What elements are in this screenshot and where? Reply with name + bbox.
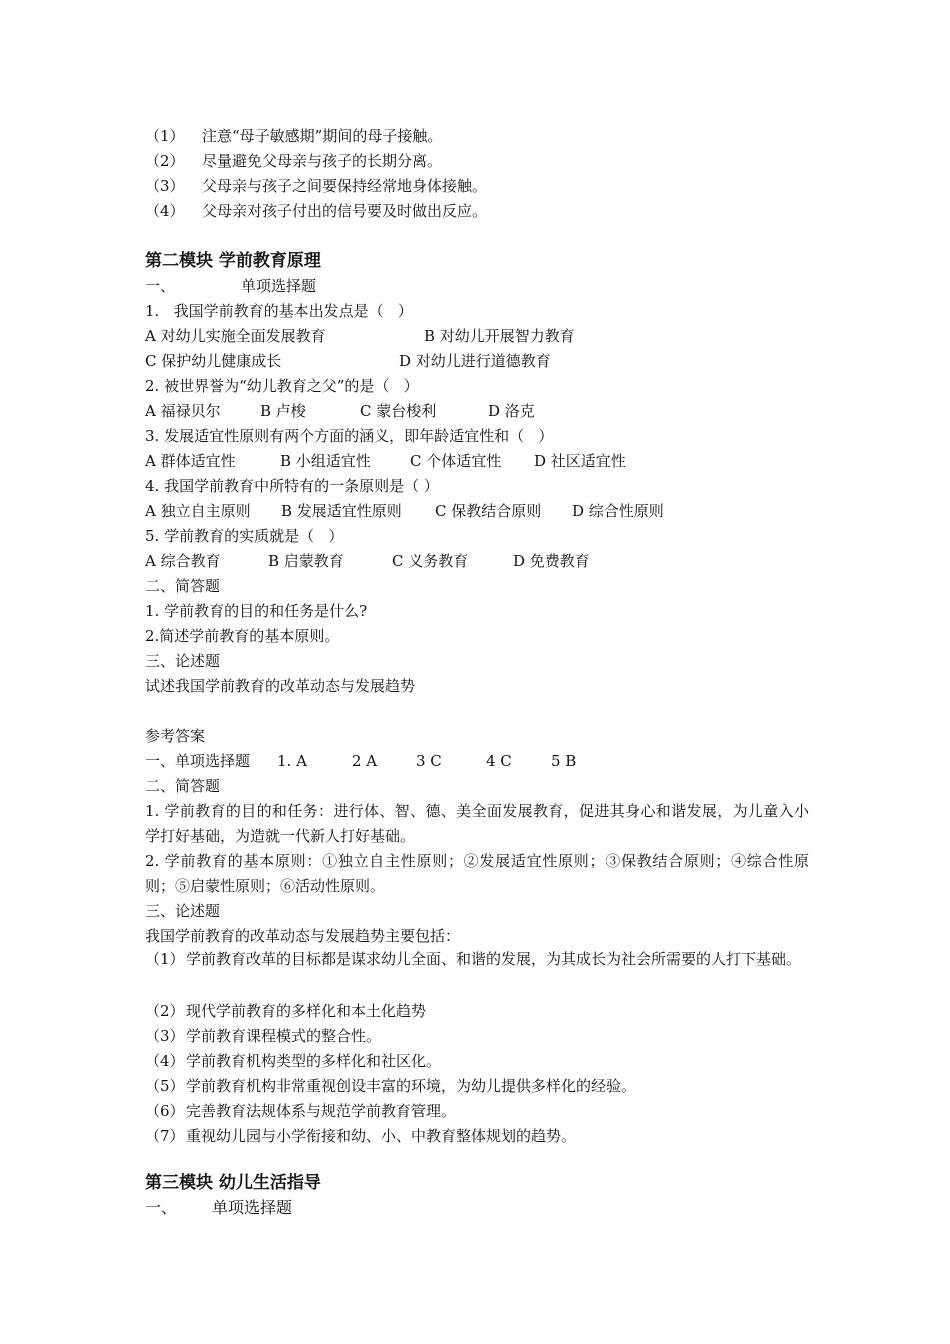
short-answer: 2. 学前教育的基本原则：①独立自主性原则；②发展适宜性原则；③保教结合原则；④综合性原则；⑤启蒙性原则；⑥活动性原则。 xyxy=(145,852,809,895)
question-4: 4. 我国学前教育中所特有的一条原则是（ ） xyxy=(145,477,439,495)
question-2: 2. 被世界誉为“幼儿教育之父”的是（ ） xyxy=(145,377,419,395)
question-5: 5. 学前教育的实质就是（ ） xyxy=(145,527,344,545)
short-question: 2.简述学前教育的基本原则。 xyxy=(145,627,340,645)
section-heading: 三、论述题 xyxy=(145,652,221,670)
module2-heading: 第二模块 学前教育原理 xyxy=(145,251,321,271)
module3-heading: 第三模块 幼儿生活指导 xyxy=(145,1173,321,1193)
essay-question: 试述我国学前教育的改革动态与发展趋势 xyxy=(145,677,416,695)
essay-item: （1） 学前教育改革的目标都是谋求幼儿全面、和谐的发展，为其成长为社会所需要的人打下基础。 xyxy=(145,950,802,968)
answers-title: 参考答案 xyxy=(145,727,206,745)
question-3: 3. 发展适宜性原则有两个方面的涵义，即年龄适宜性和（ ） xyxy=(145,427,554,445)
short-answer: 1. 学前教育的目的和任务：进行体、智、德、美全面发展教育，促进其身心和谐发展，为儿童入小学打好基础，为造就一代新人打好基础。 xyxy=(145,802,809,845)
section-heading: 二、简答题 xyxy=(145,777,221,795)
section-heading: 三、论述题 xyxy=(145,902,221,920)
section-heading: 二、简答题 xyxy=(145,577,221,595)
essay-intro: 我国学前教育的改革动态与发展趋势主要包括： xyxy=(145,927,461,945)
short-question: 1. 学前教育的目的和任务是什么? xyxy=(145,602,368,620)
question-1: 1. 我国学前教育的基本出发点是（ ） xyxy=(145,302,413,320)
document-page: （1） 注意“母子敏感期”期间的母子接触。 （2） 尽量避免父母亲与孩子的长期分离。 （3） 父母亲与孩子之间要保持经常地身体接触。 （4） 父母亲对孩子付出的信号要及时做出反应。 第二模块 学前教育原理 一、 单项选择题 1. 我国学前教育的基本出发点是（ ） A 对幼儿实施全面发展教育 B 对幼儿开展智力教育 C 保护幼儿健康成长 D 对幼儿进行道德教育 2. 被世界誉为“幼儿教育之父”的是（ ） A 福禄贝尔 B 卢梭 C 蒙台梭利 D 洛克 3. 发展适宜性原则有两个方面的涵义，即年龄适宜性和（ ） A 群体适宜性 B 小组适宜性 C 个体适宜性 D 社区适宜性 4. 我国学前教育中所特有的一条原则是（ ） A 独立自主原则 B 发展适宜性原则 C 保教结合原则 D 综合性原则 5. 学前教育的实质就是（ ） A 综合教育 B 启蒙教育 C 义务教育 D 免费教育 二、简答题 1. 学前教育的目的和任务是什么? 2.简述学前教育的基本原则。 三、论述题 试述我国学前教育的改革动态与发展趋势 参考答案 一、单项选择题 1. A 2 A 3 C 4 C 5 B 二、简答题 1. 学前教育的目的和任务：进行体、智、德、美全面发展教育，促进其身心和谐发展，为儿童入小学打好基础，为造就一代新人打好基础。 2. 学前教育的基本原则：①独立自主性原则；②发展适宜性原则；③保教结合原则；④综合性原则；⑤启蒙性原则；⑥活动性原则。 三、论述题 我国学前教育的改革动态与发展趋势主要包括： （1） 学前教育改革的目标都是谋求幼儿全面、和谐的发展，为其成长为社会所需要的人打下基础。 （2） 现代学前教育的多样化和本土化趋势 （3） 学前教育课程模式的整合性。 （4） 学前教育机构类型的多样化和社区化。 （5） 学前教育机构非常重视创设丰富的环境，为幼儿提供多样化的经验。 （6） 完善教育法规体系与规范学前教育管理。 （7） 重视幼儿园与小学衔接和幼、小、中教育整体规划的趋势。 第三模块 幼儿生活指导 一、 单项选择题 xyxy=(145,127,809,1217)
